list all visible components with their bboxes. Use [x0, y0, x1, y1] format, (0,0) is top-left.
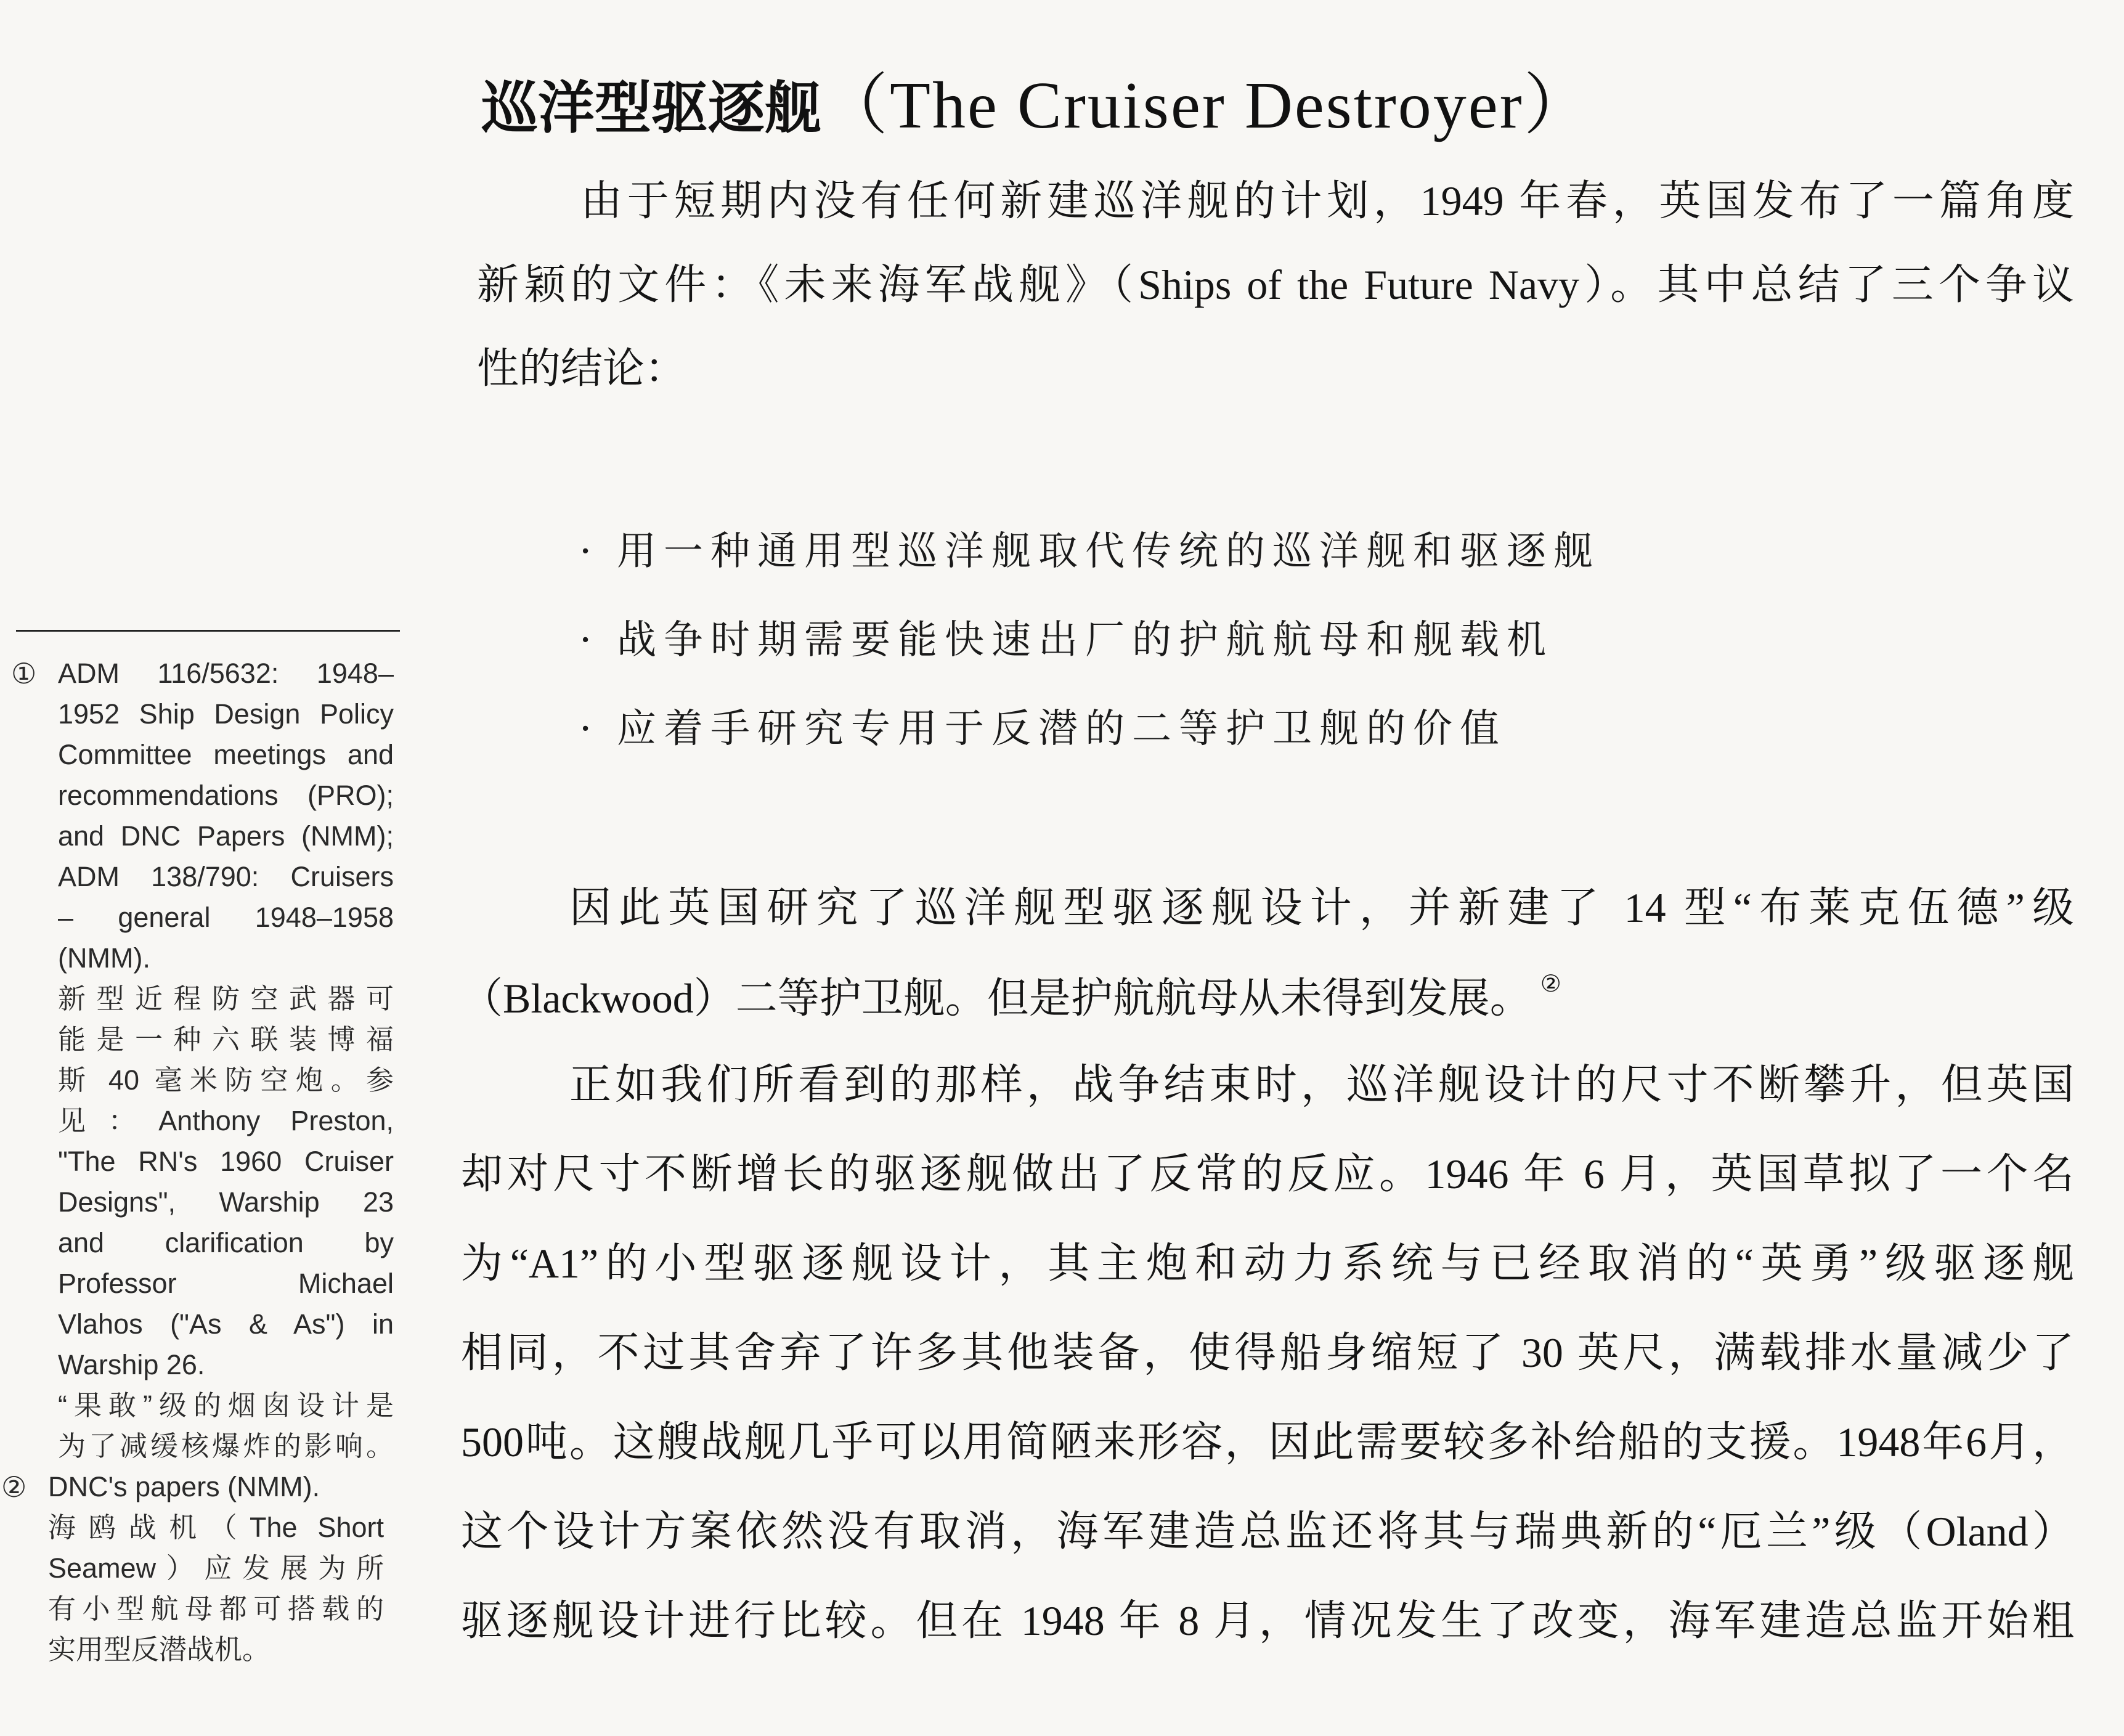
sidenote-line: 海鸥战机（The Short [48, 1512, 384, 1543]
paragraph-line: 因此英国研究了巡洋舰型驱逐舰设计，并新建了 14 型“布莱克伍德”级 [569, 884, 2074, 931]
bullet-text: 用一种通用型巡洋舰取代传统的巡洋舰和驱逐舰 [617, 529, 1600, 574]
sidenote-2 [0, 1467, 407, 1670]
sidenote-line: – general 1948–1958 [58, 902, 394, 933]
paragraph-line: 性的结论： [477, 345, 687, 392]
sidenote-line: 能是一种六联装博福 [58, 1024, 394, 1055]
sidenote-line: 斯 40 毫米防空炮。参 [58, 1064, 394, 1096]
sidenote-line: Designs", Warship 23 [58, 1186, 394, 1218]
sidenotes [0, 653, 407, 1670]
sidenote-marker: ① [11, 657, 37, 690]
paragraph-line: 驱逐舰设计进行比较。但在 1948 年 8 月，情况发生了改变，海军建造总监开始粗 [461, 1597, 2074, 1644]
bullet-list [579, 507, 1600, 773]
heading-chinese: 巡洋型驱逐舰 [481, 77, 822, 140]
sidenote-line: recommendations (PRO); [58, 780, 394, 811]
paragraph-line: 却对尺寸不断增长的驱逐舰做出了反常的反应。1946 年 6 月，英国草拟了一个名 [461, 1151, 2074, 1197]
sidenote-line-text: DNC's papers (NMM). [48, 1471, 320, 1502]
sidenote-line [1, 1467, 384, 1507]
heading-english: （The Cruiser Destroyer） [821, 69, 1592, 142]
sidenote-line: Warship 26. [58, 1349, 205, 1380]
sidenote-line: and DNC Papers (NMM); [58, 820, 394, 852]
bullet-marker: · [579, 706, 592, 752]
sidenote-line: and clarification by [58, 1227, 394, 1258]
sidenote-line: Professor Michael [58, 1268, 394, 1299]
sidenote-line: Committee meetings and [58, 739, 394, 770]
sidenote-line: Vlahos ("As & As") in [58, 1308, 394, 1340]
sidenote-line: (NMM). [58, 942, 150, 974]
bullet-item [579, 685, 1600, 773]
bullet-item [579, 507, 1600, 596]
sidenote-line: 有小型航母都可搭载的 [48, 1593, 384, 1624]
sidenote-divider [16, 630, 400, 632]
bullet-marker: · [579, 617, 592, 663]
paragraph-line: 这个设计方案依然没有取消，海军建造总监还将其与瑞典新的“厄兰”级（Oland） [461, 1508, 2074, 1555]
paragraph-3 [461, 1040, 2074, 1666]
paragraph-line: 正如我们所看到的那样，战争结束时，巡洋舰设计的尺寸不断攀升，但英国 [569, 1061, 2074, 1108]
sidenote-marker: ② [1, 1470, 27, 1504]
sidenote-line: “果敢”级的烟囱设计是 [58, 1390, 394, 1421]
sidenote-line: 新型近程防空武器可 [58, 983, 394, 1014]
paragraph-line: 相同，不过其舍弃了许多其他装备，使得船身缩短了 30 英尺，满载排水量减少了 [461, 1329, 2074, 1376]
bullet-text: 战争时期需要能快速出厂的护航航母和舰载机 [617, 617, 1553, 663]
sidenote-line: "The RN's 1960 Cruiser [58, 1146, 394, 1177]
sidenote-line: 为了减缓核爆炸的影响。 [58, 1430, 394, 1462]
paragraph-line: 新颖的文件：《未来海军战舰》（Ships of the Future Navy）。其中总结了三个争议 [477, 261, 2074, 308]
sidenote-line [11, 653, 394, 694]
bullet-marker: · [579, 529, 592, 574]
section-heading [481, 64, 1592, 148]
sidenote-line: 见：Anthony Preston, [58, 1105, 394, 1136]
footnote-reference: ② [1540, 970, 1561, 997]
paragraph-2 [461, 863, 2074, 1044]
bullet-item [579, 596, 1600, 685]
paragraph-1 [477, 159, 2074, 410]
sidenote-line: 1952 Ship Design Policy [58, 698, 394, 730]
paragraph-line-text: （Blackwood）二等护卫舰。但是护航航母从未得到发展。 [461, 975, 1532, 1022]
sidenote-line: 实用型反潜战机。 [48, 1634, 271, 1665]
sidenote-line: ADM 138/790: Cruisers [58, 861, 394, 892]
paragraph-line [461, 953, 2074, 1044]
paragraph-line: 500吨。这艘战舰几乎可以用简陋来形容，因此需要较多补给船的支援。1948年6月， [461, 1419, 2074, 1465]
bullet-text: 应着手研究专用于反潜的二等护卫舰的价值 [617, 706, 1507, 752]
paragraph-line: 为“A1”的小型驱逐舰设计，其主炮和动力系统与已经取消的“英勇”级驱逐舰 [461, 1240, 2074, 1287]
sidenote-line-text: ADM 116/5632: 1948– [58, 658, 394, 689]
sidenote-line: Seamew）应发展为所 [48, 1552, 384, 1584]
sidenote-1 [0, 653, 407, 1467]
paragraph-line: 由于短期内没有任何新建巡洋舰的计划，1949 年春，英国发布了一篇角度 [580, 177, 2074, 224]
